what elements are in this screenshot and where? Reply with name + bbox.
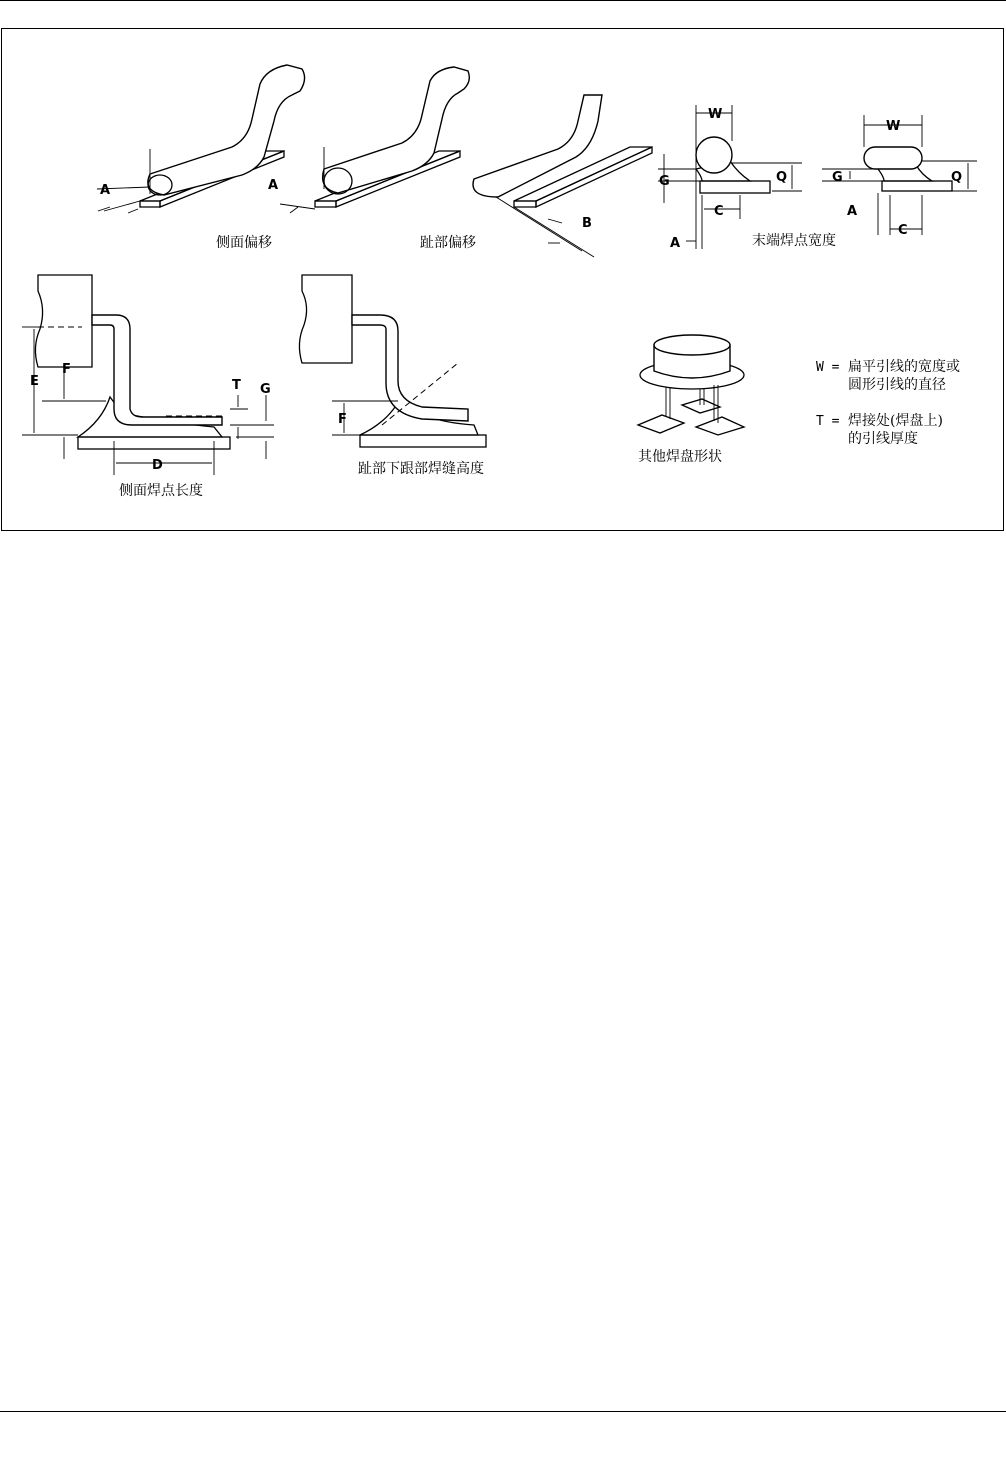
land-pad xyxy=(638,415,684,433)
label-g-3: G xyxy=(260,382,271,397)
legend-w-line2: 圆形引线的直径 xyxy=(848,377,946,393)
component-body xyxy=(35,275,92,367)
lead-flat xyxy=(148,65,305,195)
legend xyxy=(816,358,960,447)
caption-toe-offset: 趾部偏移 xyxy=(420,235,476,251)
label-g-1: G xyxy=(659,174,670,189)
gull-wing-lead xyxy=(92,315,222,425)
caption-heel-fillet-height: 趾部下跟部焊缝高度 xyxy=(358,461,484,477)
label-a-3: A xyxy=(670,236,681,251)
round-lead xyxy=(696,137,732,173)
legend-t-key: T = xyxy=(816,414,840,429)
solder-joint-diagram xyxy=(2,29,1003,530)
label-d: D xyxy=(152,458,163,473)
label-w-2: W xyxy=(886,119,901,134)
label-a-4: A xyxy=(847,204,858,219)
legend-w-line1: 扁平引线的宽度或 xyxy=(848,359,960,375)
land-pad xyxy=(700,181,770,193)
label-f-2: F xyxy=(338,412,347,427)
panel-other-land-shapes xyxy=(638,335,744,465)
label-q-1: Q xyxy=(776,170,788,185)
figure-frame xyxy=(1,28,1004,531)
land-pad xyxy=(78,437,230,449)
legend-t-line1: 焊接处(焊盘上) xyxy=(848,413,943,429)
label-b: B xyxy=(582,216,592,231)
label-f-1: F xyxy=(62,362,71,377)
panel-toe-offset xyxy=(268,67,476,251)
land-pad xyxy=(360,435,486,447)
panel-end-joint-width-flat xyxy=(822,115,977,238)
legend-t-line2: 的引线厚度 xyxy=(848,431,918,447)
caption-other-land-shapes: 其他焊盘形状 xyxy=(638,449,722,465)
caption-side-offset: 侧面偏移 xyxy=(216,235,272,251)
panel-end-joint-width xyxy=(658,105,836,251)
label-g-2: G xyxy=(832,170,843,185)
lead-offset xyxy=(473,95,602,197)
flat-lead xyxy=(864,147,922,169)
label-a-1: A xyxy=(100,183,111,198)
land-pad xyxy=(882,181,952,191)
caption-side-joint-length: 侧面焊点长度 xyxy=(119,483,203,499)
label-e: E xyxy=(30,374,39,389)
label-a-2: A xyxy=(268,178,279,193)
label-t: T xyxy=(232,378,241,393)
gull-wing-lead xyxy=(352,315,468,421)
panel-side-joint-length xyxy=(22,275,274,499)
component-body xyxy=(299,275,352,363)
label-w-1: W xyxy=(708,107,723,122)
label-c-2: C xyxy=(898,223,908,238)
panel-side-offset xyxy=(97,65,305,251)
panel-b-offset xyxy=(473,95,652,257)
label-q-2: Q xyxy=(951,170,963,185)
lead-round xyxy=(323,67,470,193)
bottom-rule xyxy=(0,1411,1006,1412)
label-c-1: C xyxy=(714,204,724,219)
top-rule xyxy=(0,0,1006,1)
legend-w-key: W = xyxy=(816,360,840,375)
panel-heel-fillet-height xyxy=(299,275,486,477)
land-pad xyxy=(696,417,744,435)
caption-end-joint-width: 末端焊点宽度 xyxy=(752,233,836,249)
